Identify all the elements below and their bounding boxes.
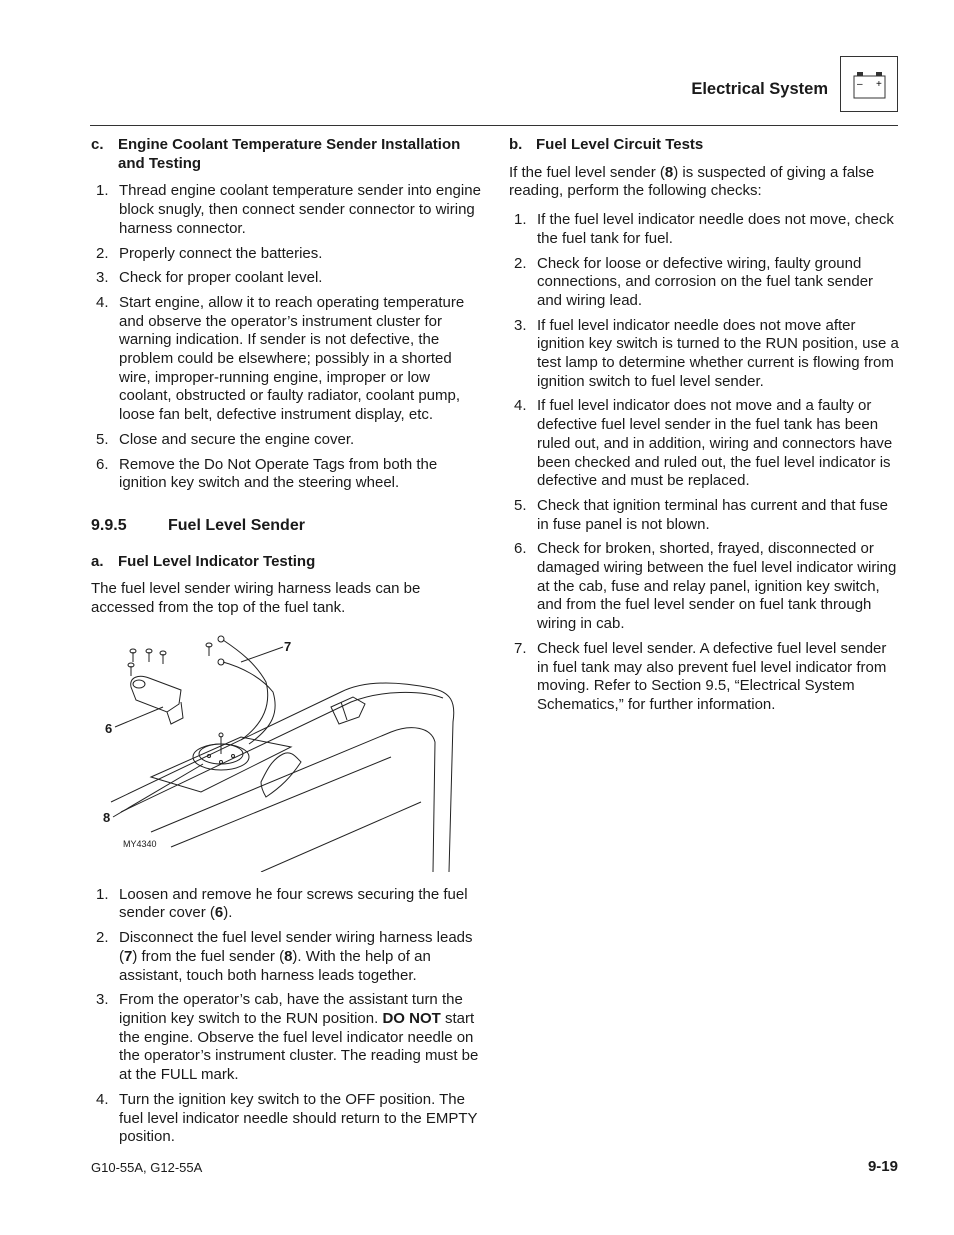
step-text: Disconnect the fuel level sender wiring harness leads (7) from the fuel sender (8). With the help of an assistant, touch both harness leads together. bbox=[119, 929, 473, 984]
step-number: 1. bbox=[96, 182, 109, 200]
subsection-c-title: Engine Coolant Temperature Sender Installation and Testing bbox=[118, 136, 461, 172]
subsection-b-letter: b. bbox=[509, 136, 523, 153]
callout-ref: 8 bbox=[664, 163, 674, 181]
callout-8: 8 bbox=[103, 809, 111, 825]
section-number: 9.9.5 bbox=[91, 516, 127, 534]
step-text: Check fuel level sender. A defective fuel level sender in fuel tank may also prevent fuel level indicator from moving. Refer to Section 9.5, “Electrical System Schematics,” for further information. bbox=[537, 639, 887, 713]
battery-minus-label: – bbox=[857, 79, 863, 90]
header-rule bbox=[90, 125, 898, 126]
battery-icon bbox=[840, 56, 898, 112]
step-text: Check that ignition terminal has current and that fuse in fuse panel is not blown. bbox=[537, 496, 889, 533]
subsection-a-title: Fuel Level Indicator Testing bbox=[118, 552, 316, 570]
step-text: From the operator’s cab, have the assistant turn the ignition key switch to the RUN position. DO NOT start the engine. Observe the fuel level indicator needle on the operator’s instrument cluster. The reading must be at the FULL mark. bbox=[119, 991, 479, 1084]
warning-emphasis: DO NOT bbox=[382, 1009, 441, 1027]
steps-a-list bbox=[91, 886, 481, 1147]
step-number: 7. bbox=[514, 639, 527, 657]
step-number: 3. bbox=[96, 991, 109, 1009]
step-number: 3. bbox=[96, 269, 109, 287]
list-item bbox=[91, 269, 481, 288]
step-number: 1. bbox=[96, 885, 109, 903]
step-text: Check for loose or defective wiring, faulty ground connections, and corrosion on the fuel tank sender and wiring lead. bbox=[537, 254, 874, 309]
step-text: Check for proper coolant level. bbox=[119, 269, 323, 287]
battery-plus-label: + bbox=[876, 79, 882, 90]
step-text: If fuel level indicator needle does not move after ignition key switch is turned to the RUN position, use a test lamp to determine whether current is flowing from ignition switch to fuel level sender. bbox=[537, 316, 899, 390]
left-column bbox=[91, 136, 481, 1153]
list-item bbox=[91, 886, 481, 923]
step-number: 1. bbox=[514, 211, 527, 229]
section-heading bbox=[91, 517, 481, 536]
list-item bbox=[509, 497, 901, 534]
step-text: If fuel level indicator does not move and a faulty or defective fuel level sender in the fuel tank has been ruled out, and in addition, wiring and connectors have been checked and ruled out, the fuel level indicator is defective and must be replaced. bbox=[537, 397, 893, 490]
subsection-c-heading bbox=[91, 136, 481, 173]
footer-models: G10-55A, G12-55A bbox=[91, 1160, 203, 1175]
list-item bbox=[91, 991, 481, 1085]
list-item bbox=[509, 211, 901, 248]
step-text: Check for broken, shorted, frayed, disconnected or damaged wiring between the fuel level indicator wiring at the cab, fuse and relay panel, ignition key switch, and from the fuel level sender on fuel tank through wiring in cab. bbox=[537, 540, 897, 633]
step-number: 6. bbox=[96, 455, 109, 473]
list-item bbox=[509, 255, 901, 311]
step-number: 4. bbox=[514, 397, 527, 415]
callout-7: 7 bbox=[284, 638, 292, 654]
step-number: 5. bbox=[96, 430, 109, 448]
step-number: 5. bbox=[514, 496, 527, 514]
subsection-c-letter: c. bbox=[91, 136, 104, 153]
figure-code: MY4340 bbox=[123, 838, 157, 849]
step-text: Turn the ignition key switch to the OFF position. The fuel level indicator needle should return to the EMPTY position. bbox=[119, 1090, 478, 1146]
list-item bbox=[509, 540, 901, 634]
intro-paragraph: If the fuel level sender (8) is suspected of giving a false reading, perform the following checks: bbox=[509, 163, 875, 200]
steps-c-list bbox=[91, 182, 481, 493]
subsection-b-heading bbox=[509, 136, 901, 155]
list-item bbox=[91, 431, 481, 450]
step-text: Close and secure the engine cover. bbox=[119, 430, 355, 448]
list-item bbox=[509, 397, 901, 491]
subsection-a-letter: a. bbox=[91, 552, 104, 570]
step-text: Loosen and remove he four screws securing the fuel sender cover (6). bbox=[119, 885, 468, 922]
step-number: 3. bbox=[514, 316, 527, 334]
step-text: Remove the Do Not Operate Tags from both the ignition key switch and the steering wheel. bbox=[119, 455, 438, 492]
list-item bbox=[91, 1091, 481, 1147]
subsection-b-title: Fuel Level Circuit Tests bbox=[536, 136, 704, 153]
step-number: 2. bbox=[514, 254, 527, 272]
list-item bbox=[91, 294, 481, 425]
list-item bbox=[91, 245, 481, 264]
step-number: 4. bbox=[96, 1090, 109, 1108]
list-item bbox=[509, 317, 901, 392]
page-number: 9-19 bbox=[867, 1158, 898, 1175]
list-item bbox=[91, 456, 481, 493]
step-number: 4. bbox=[96, 293, 109, 311]
step-text: Properly connect the batteries. bbox=[119, 244, 323, 262]
step-text: Start engine, allow it to reach operating temperature and observe the operator’s instrument cluster for warning indication. If sender is not defective, the problem could be elsewhere; possibly in a shorted wire, improper-running engine, improper or low coolant, obstructed or faulty radiator, coolant pump, loose fan belt, defective instrument display, etc. bbox=[119, 293, 465, 424]
step-number: 6. bbox=[514, 540, 527, 558]
callout-ref: 8 bbox=[284, 947, 293, 965]
list-item bbox=[509, 640, 901, 715]
step-number: 2. bbox=[96, 244, 109, 262]
callout-ref: 7 bbox=[124, 947, 133, 965]
callout-6: 6 bbox=[105, 720, 113, 736]
step-text: If the fuel level indicator needle does not move, check the fuel tank for fuel. bbox=[537, 211, 894, 247]
list-item bbox=[91, 182, 481, 238]
step-number: 2. bbox=[96, 929, 109, 947]
intro-paragraph: The fuel level sender wiring harness leads can be accessed from the top of the fuel tank. bbox=[91, 580, 421, 617]
fuel-sender-figure bbox=[91, 632, 481, 872]
section-title: Fuel Level Sender bbox=[168, 516, 305, 534]
right-column bbox=[509, 136, 901, 721]
list-item bbox=[91, 929, 481, 985]
subsection-a-heading bbox=[91, 553, 481, 572]
page-header-title: Electrical System bbox=[691, 80, 828, 98]
step-text: Thread engine coolant temperature sender into engine block snugly, then connect sender connector to wiring harness connector. bbox=[119, 182, 481, 237]
callout-ref: 6 bbox=[214, 904, 224, 922]
steps-b-list bbox=[509, 211, 901, 715]
